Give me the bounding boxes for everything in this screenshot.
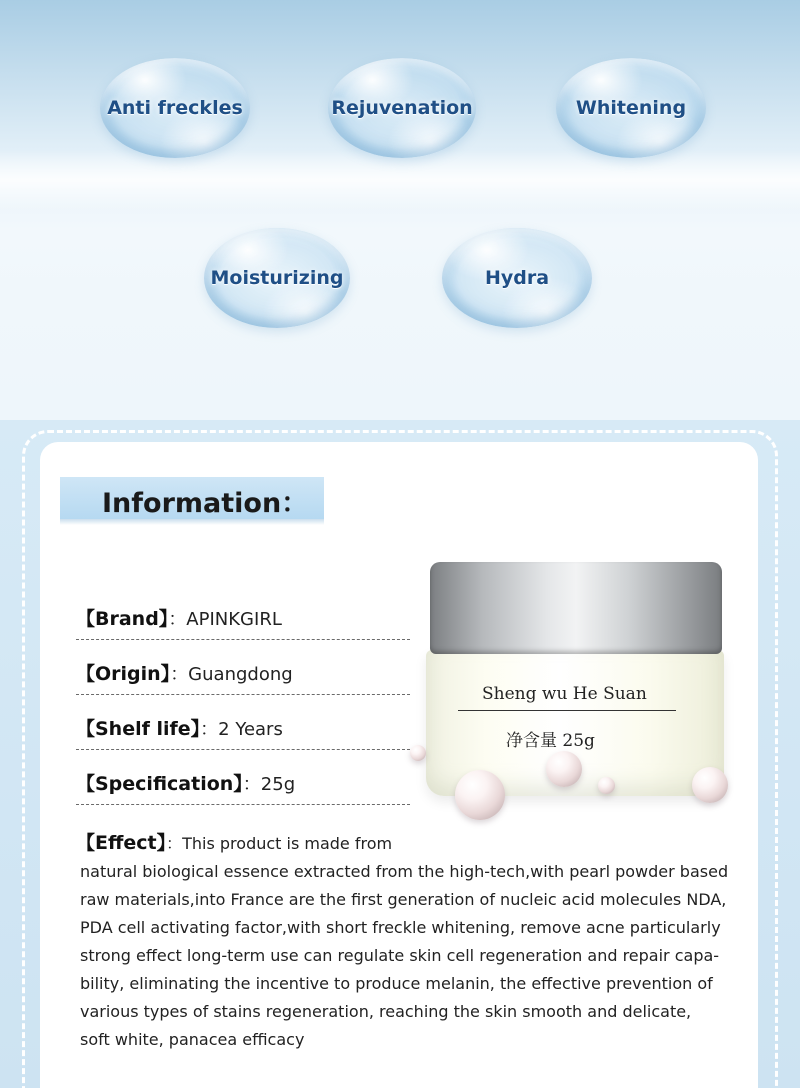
pearl-icon: [692, 767, 728, 803]
benefit-label: Moisturizing: [210, 267, 344, 289]
spec-value: ：Guangdong: [170, 664, 293, 685]
jar-divider: [458, 710, 676, 711]
effect-line: bility, eliminating the incentive to produce melanin, the effective prevention of: [80, 974, 713, 993]
effect-line: PDA cell activating factor,with short freckle whitening, remove acne particularly: [80, 918, 721, 937]
benefit-label: Anti freckles: [107, 97, 243, 119]
spec-row-origin: [76, 659, 410, 695]
benefits-banner: [0, 0, 800, 420]
pearl-icon: [598, 777, 615, 794]
effect-label: 【Effect】: [76, 832, 167, 854]
benefit-bubble-hydra: [442, 228, 592, 328]
pearl-icon: [546, 751, 582, 787]
effect-line: strong effect long-term use can regulate skin cell regeneration and repair capa-: [80, 946, 720, 965]
effect-line: natural biological essence extracted from the high-tech,with pearl powder based: [80, 862, 729, 881]
benefit-bubble-moisturizing: [204, 228, 350, 328]
banner-light-band: [0, 150, 800, 210]
spec-value: ：2 Years: [200, 719, 283, 740]
spec-row-shelf-life: [76, 714, 410, 750]
benefit-bubble-anti-freckles: [100, 58, 250, 158]
spec-label: 【Specification】: [76, 773, 243, 795]
benefit-label: Rejuvenation: [331, 97, 473, 119]
spec-label: 【Shelf life】: [76, 718, 201, 740]
info-heading: Information：: [102, 488, 309, 519]
effect-heading-line: [76, 828, 392, 855]
spec-label: 【Origin】: [76, 663, 171, 685]
spec-value: ：25g: [242, 774, 296, 795]
jar-net-weight: 净含量 25g: [506, 731, 595, 751]
spec-value: ：APINKGIRL: [168, 609, 282, 630]
benefit-bubble-whitening: [556, 58, 706, 158]
pearl-icon: [455, 770, 505, 820]
benefit-label: Whitening: [575, 97, 687, 119]
spec-row-brand: [76, 604, 410, 640]
benefit-bubble-rejuvenation: [328, 58, 476, 158]
spec-label: 【Brand】: [76, 608, 169, 630]
effect-line: raw materials,into France are the first generation of nucleic acid molecules NDA,: [80, 890, 727, 909]
effect-description: [80, 858, 730, 1054]
effect-line: soft white, panacea efficacy: [80, 1030, 305, 1049]
jar-lid: [430, 562, 722, 654]
spec-row-specification: [76, 769, 410, 805]
effect-line: various types of stains regeneration, reaching the skin smooth and delicate,: [80, 1002, 692, 1021]
jar-brand-text: Sheng wu He Suan: [482, 684, 647, 704]
benefit-label: Hydra: [484, 267, 550, 289]
effect-first-line: ：This product is made from: [166, 834, 393, 853]
pearl-icon: [410, 745, 426, 761]
